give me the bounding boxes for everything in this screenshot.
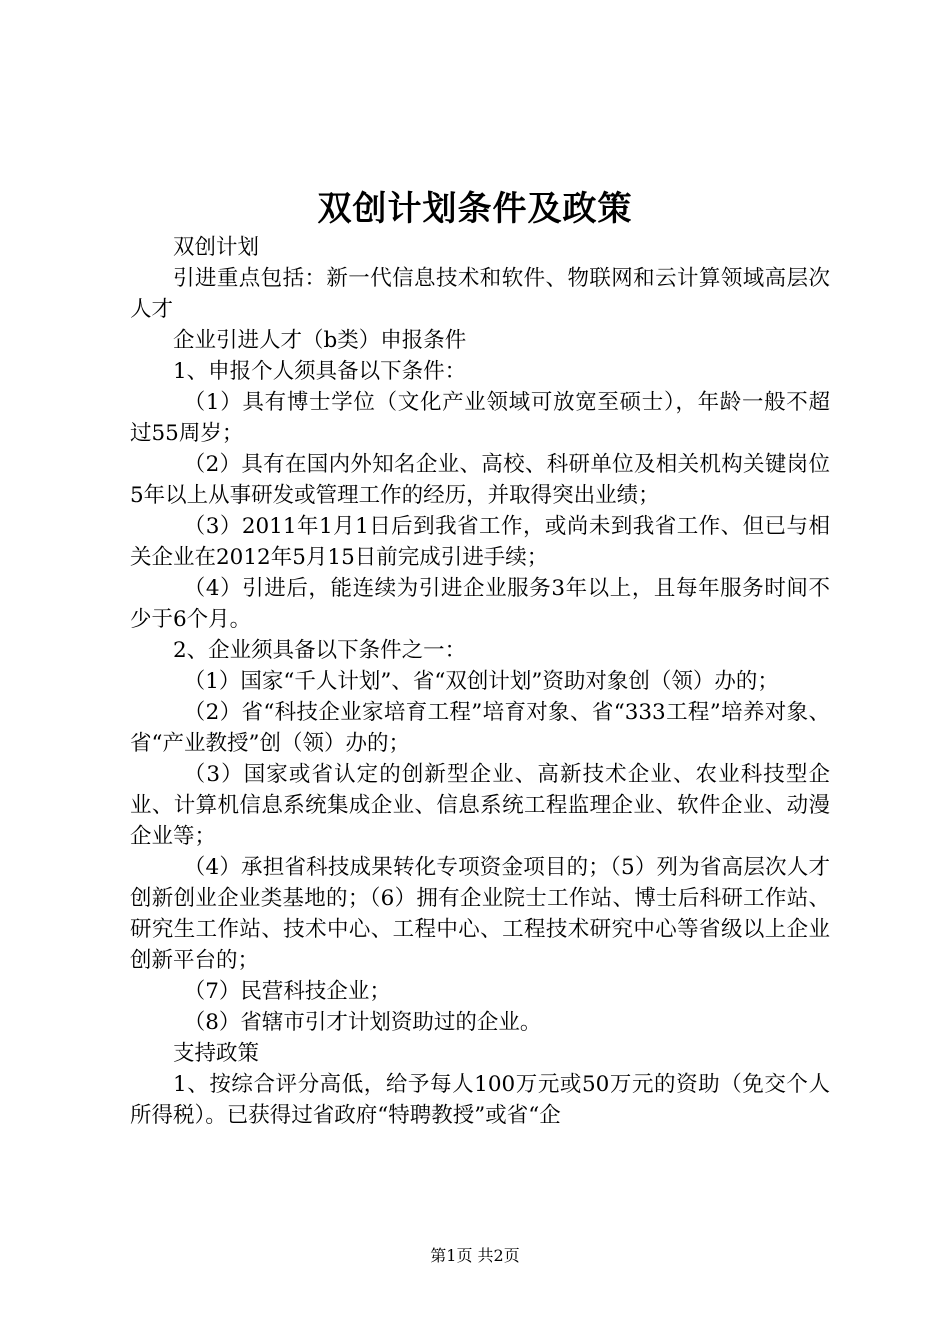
document-title: 双创计划条件及政策	[317, 189, 633, 229]
paragraph-4: 1、申报个人须具备以下条件：	[173, 359, 467, 384]
paragraph-1: 双创计划	[173, 235, 260, 260]
paragraph-14: （7）民营科技企业；	[183, 979, 391, 1004]
paragraph-3: 企业引进人才（b类）申报条件	[173, 328, 467, 353]
paragraph-16: 支持政策	[173, 1041, 260, 1066]
document-body	[130, 232, 830, 1131]
paragraph-15: （8）省辖市引才计划资助过的企业。	[183, 1010, 542, 1035]
paragraph-17: 1、按综合评分高低，给予每人100万元或50万元的资助（免交个人所得税）。已获得过省政府“特聘教授”或省“企	[130, 1072, 830, 1128]
page-footer: 第1页 共2页	[430, 1246, 520, 1265]
paragraph-8: （4）引进后，能连续为引进企业服务3年以上，且每年服务时间不少于6个月。	[130, 576, 830, 632]
paragraph-12: （3）国家或省认定的创新型企业、高新技术企业、农业科技型企业、计算机信息系统集成企业、信息系统工程监理企业、软件企业、动漫企业等；	[130, 762, 830, 849]
paragraph-13: （4）承担省科技成果转化专项资金项目的；（5）列为省高层次人才创新创业企业类基地的；（6）拥有企业院士工作站、博士后科研工作站、研究生工作站、技术中心、工程中心、工程技术研究中心等省级以上企业创新平台的；	[130, 855, 830, 973]
paragraph-7: （3）2011年1月1日后到我省工作，或尚未到我省工作、但已与相关企业在2012年5月15日前完成引进手续；	[130, 514, 830, 570]
paragraph-10: （1）国家“千人计划”、省“双创计划”资助对象创（领）办的；	[183, 669, 779, 694]
paragraph-11: （2）省“科技企业家培育工程”培育对象、省“333工程”培养对象、省“产业教授”创（领）办的；	[130, 700, 830, 756]
paragraph-6: （2）具有在国内外知名企业、高校、科研单位及相关机构关键岗位5年以上从事研发或管理工作的经历，并取得突出业绩；	[130, 452, 830, 508]
paragraph-9: 2、企业须具备以下条件之一：	[173, 638, 467, 663]
paragraph-2: 引进重点包括：新一代信息技术和软件、物联网和云计算领域高层次人才	[130, 266, 830, 322]
paragraph-5: （1）具有博士学位（文化产业领域可放宽至硕士），年龄一般不超过55周岁；	[130, 390, 830, 446]
